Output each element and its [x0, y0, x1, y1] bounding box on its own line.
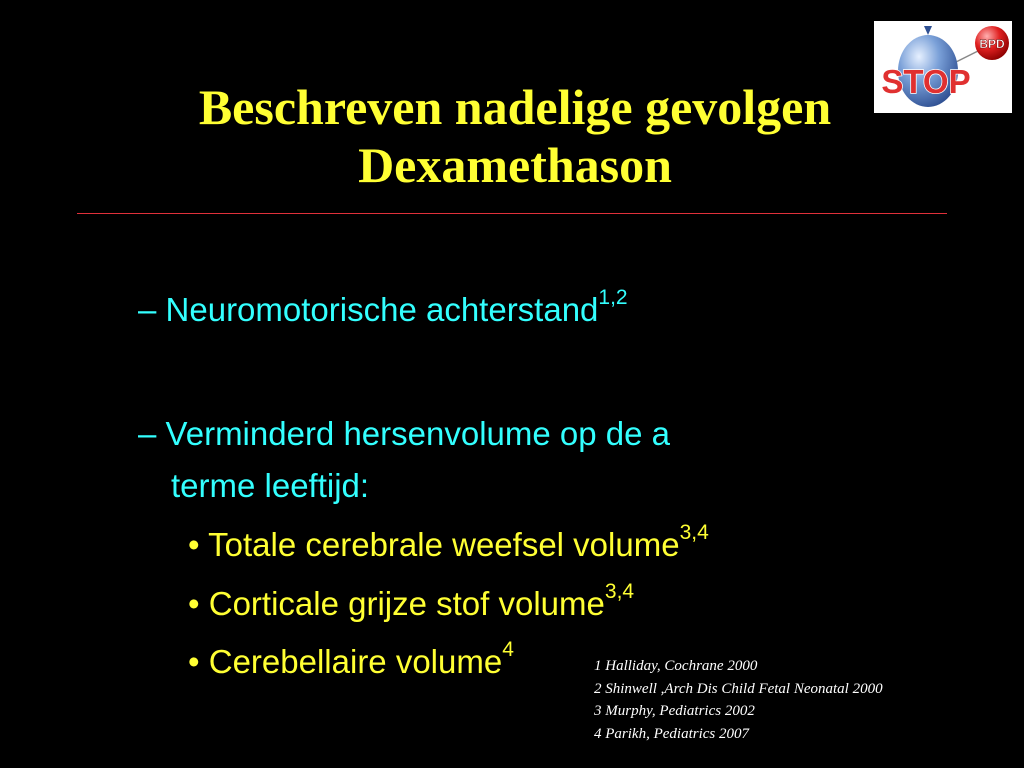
bullet-neuromotor: – Neuromotorische achterstand$^{1,2}$ — [138, 286, 628, 328]
reference-3: 3 Murphy, Pediatrics 2002 — [594, 703, 755, 719]
bullet-brain-volume-line2: terme leeftijd: — [171, 467, 370, 504]
svg-text:BPD: BPD — [979, 37, 1005, 51]
reference-2: 2 Shinwell ,Arch Dis Child Fetal Neonatal 2000 — [594, 680, 883, 697]
references — [594, 655, 883, 745]
title-divider — [77, 213, 947, 214]
svg-text:STOP: STOP — [881, 63, 971, 100]
subbullet-cortical-grey: • Corticale grijze stof volume$^{3,4}$ — [188, 580, 635, 622]
title-line-1: Beschreven nadelige gevolgen — [198, 79, 832, 135]
title-line-2: Dexamethason — [358, 137, 672, 193]
slide-title — [80, 78, 950, 194]
reference-4: 4 Parikh, Pediatrics 2007 — [594, 725, 749, 742]
reference-1: 1 Halliday, Cochrane 2000 — [594, 658, 758, 674]
subbullet-total-volume: • Totale cerebrale weefsel volume$^{3,4}$ — [188, 521, 709, 563]
subbullet-cerebellar: • Cerebellaire volume$^4$ — [188, 638, 514, 680]
stop-bpd-logo — [874, 21, 1012, 113]
bullet-brain-volume: – Verminderd hersenvolume op de a — [138, 415, 671, 452]
